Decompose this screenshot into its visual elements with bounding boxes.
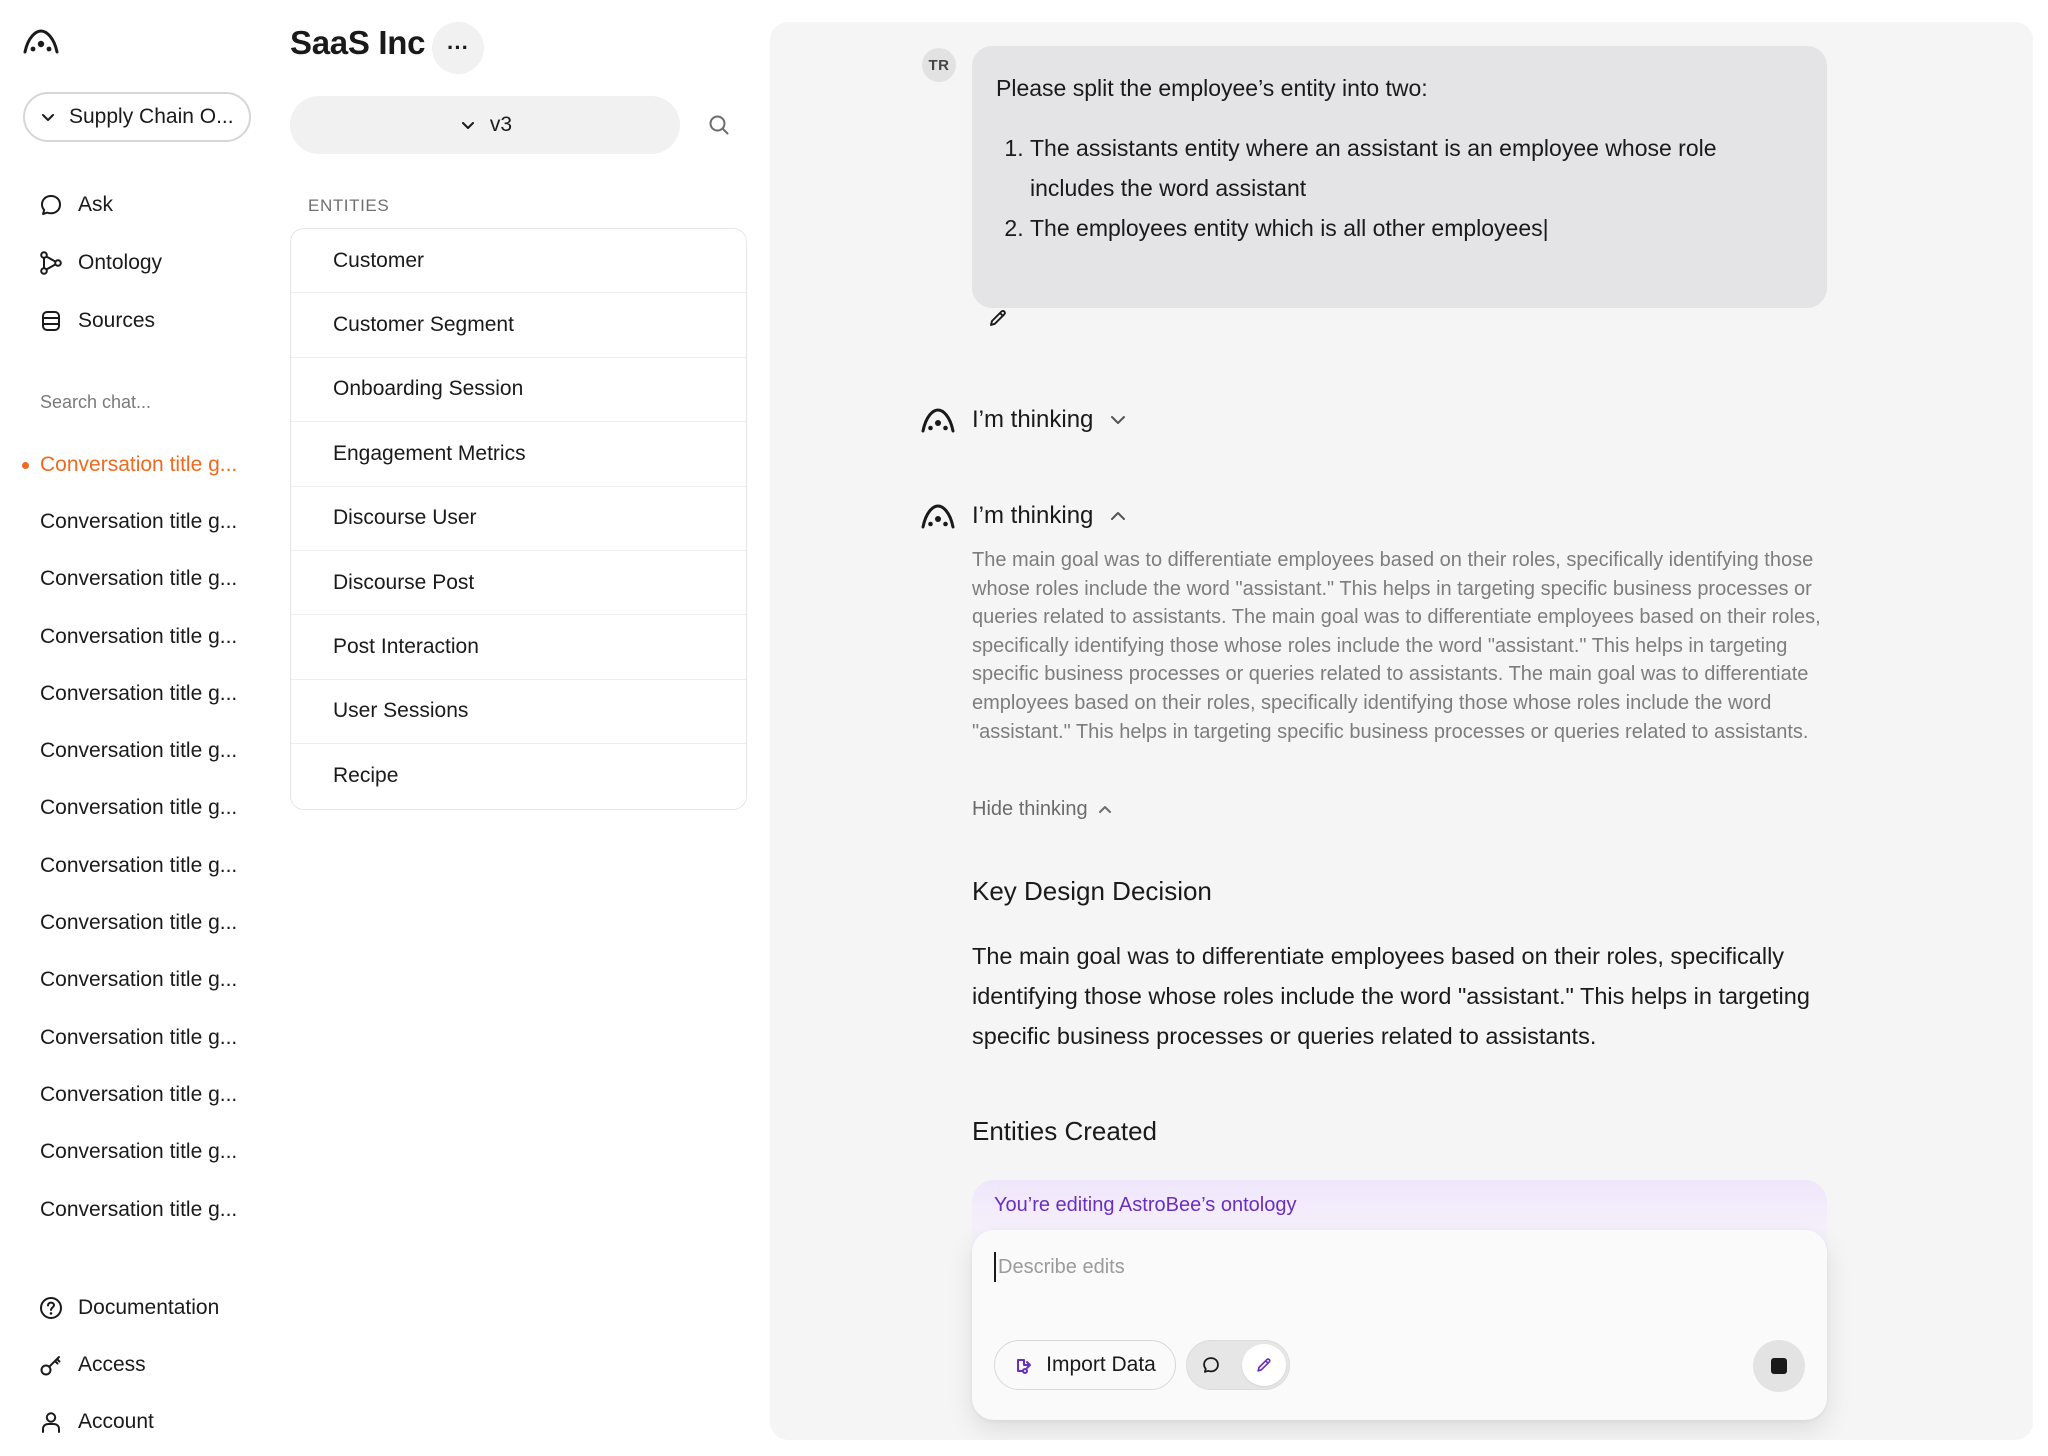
- app-logo-icon[interactable]: [22, 27, 60, 55]
- edit-message-icon[interactable]: [986, 306, 1010, 330]
- chat-bubble-icon: [1201, 1355, 1221, 1375]
- user-message-item: 1. The assistants entity where an assistant is an employee whose role includes the word assistant: [1030, 128, 1803, 208]
- import-data-icon: [1014, 1354, 1036, 1376]
- chevron-down-icon: [1107, 409, 1129, 431]
- chat-panel: [770, 22, 2033, 1440]
- conversation-item[interactable]: Conversation title g...: [40, 567, 238, 591]
- version-selector[interactable]: [290, 96, 680, 154]
- assistant-logo-icon: [920, 406, 956, 434]
- conversation-item[interactable]: Conversation title g...: [40, 796, 238, 820]
- answer-paragraph: The main goal was to differentiate employees based on their roles, specifically identifying those whose roles include the word "assistant." This helps in targeting specific business processes or queries related to assistants.: [972, 943, 1810, 1049]
- stop-generation-button[interactable]: [1753, 1340, 1805, 1392]
- entity-item[interactable]: Recipe: [333, 764, 399, 788]
- project-panel: [290, 0, 760, 1456]
- conversation-item[interactable]: Conversation title g...: [40, 853, 238, 877]
- user-icon: [38, 1409, 64, 1435]
- conversation-item[interactable]: Conversation title g...: [40, 1025, 238, 1049]
- conversation-item[interactable]: Conversation title g...: [40, 1140, 238, 1164]
- help-circle-icon: [38, 1295, 64, 1321]
- nav-ask-label: Ask: [78, 193, 114, 216]
- entity-item[interactable]: Customer Segment: [291, 293, 746, 357]
- nav-ontology-label: Ontology: [78, 251, 163, 274]
- entity-list: [290, 228, 747, 810]
- hide-thinking-label: Hide thinking: [972, 798, 1088, 820]
- hide-thinking-button[interactable]: [972, 798, 1114, 821]
- more-options-button[interactable]: ···: [432, 22, 484, 74]
- entity-item[interactable]: Discourse Post: [291, 551, 746, 615]
- stop-icon: [1771, 1358, 1787, 1374]
- conversation-item[interactable]: Conversation title g...: [40, 739, 238, 763]
- entity-item[interactable]: Customer: [291, 229, 746, 293]
- conversation-item[interactable]: Conversation title g...: [40, 911, 238, 935]
- conversation-item[interactable]: Conversation title g...: [40, 1197, 238, 1221]
- section-heading: Entities Created: [972, 1116, 1157, 1146]
- database-icon: [38, 308, 64, 334]
- describe-edits-input[interactable]: [994, 1252, 1794, 1282]
- composer: [972, 1230, 1827, 1420]
- thinking-label: I’m thinking: [972, 406, 1094, 433]
- nav-sources[interactable]: [38, 303, 155, 339]
- conversation-item[interactable]: Conversation title g...: [40, 681, 238, 705]
- entity-item[interactable]: Engagement Metrics: [291, 422, 746, 486]
- version-label: v3: [489, 113, 513, 136]
- graph-icon: [38, 250, 64, 276]
- nav-ontology[interactable]: [38, 245, 162, 281]
- thinking-text: The main goal was to differentiate employees based on their roles, specifically identifying those whose roles include the word "assistant." This helps in targeting specific business processes or queries related to assistants. The main goal was to differentiate employees based on their roles, specifically identifying those whose roles include the word "assistant." This helps in targeting specific business processes or queries related to assistants. The main goal was to differentiate employees based on their roles, specifically identifying those whose roles include the word "assistant." This helps in targeting specific business processes or queries related to assistants.: [972, 549, 1821, 743]
- editing-banner-text: You’re editing AstroBee’s ontology: [994, 1194, 1297, 1216]
- conversation-item[interactable]: Conversation title g...: [40, 968, 238, 992]
- entity-item[interactable]: User Sessions: [291, 680, 746, 744]
- search-chat-input[interactable]: Search chat...: [40, 392, 152, 412]
- workspace-label: Supply Chain O...: [69, 105, 234, 128]
- section-heading: Key Design Decision: [972, 876, 1212, 906]
- thinking-collapsed-toggle[interactable]: [920, 402, 1129, 438]
- chat-bubble-icon: [38, 192, 64, 218]
- entity-item[interactable]: Onboarding Session: [291, 358, 746, 422]
- user-message-list: [996, 128, 1803, 248]
- ask-mode-button[interactable]: [1190, 1344, 1232, 1386]
- conversation-list: [0, 436, 270, 1238]
- conversation-item[interactable]: Conversation title g...: [40, 509, 238, 533]
- thinking-label: I’m thinking: [972, 502, 1094, 529]
- key-icon: [38, 1352, 64, 1378]
- sidebar: [0, 0, 280, 1456]
- edit-mode-button[interactable]: [1242, 1344, 1286, 1386]
- nav-account-label: Account: [78, 1410, 154, 1433]
- mode-toggle: [1186, 1340, 1290, 1390]
- import-data-button[interactable]: [994, 1340, 1176, 1390]
- user-avatar: TR: [922, 48, 956, 82]
- user-message-item: 2. The employees entity which is all other employees|: [1030, 208, 1803, 248]
- thinking-expanded-toggle[interactable]: [920, 498, 1129, 534]
- entities-heading: ENTITIES: [308, 196, 390, 215]
- search-icon[interactable]: [706, 112, 732, 138]
- conversation-item[interactable]: Conversation title g...: [0, 436, 270, 493]
- import-data-label: Import Data: [1046, 1353, 1156, 1376]
- nav-access-label: Access: [78, 1353, 146, 1376]
- conversation-item[interactable]: Conversation title g...: [40, 1082, 238, 1106]
- user-message-bubble: [972, 46, 1827, 308]
- user-message-intro: Please split the employee’s entity into two:: [996, 75, 1428, 101]
- chevron-down-icon: [39, 108, 57, 126]
- workspace-selector[interactable]: [23, 92, 251, 142]
- nav-documentation[interactable]: [38, 1290, 219, 1326]
- entity-item[interactable]: Discourse User: [291, 487, 746, 551]
- nav-ask[interactable]: [38, 187, 113, 223]
- chevron-up-icon: [1107, 505, 1129, 527]
- chevron-down-icon: [458, 115, 478, 135]
- chevron-up-icon: [1096, 801, 1114, 819]
- nav-sources-label: Sources: [78, 309, 156, 332]
- nav-access[interactable]: [38, 1347, 146, 1383]
- nav-account[interactable]: [38, 1404, 154, 1440]
- pencil-icon: [1254, 1355, 1274, 1375]
- conversation-item[interactable]: Conversation title g...: [40, 624, 238, 648]
- nav-documentation-label: Documentation: [78, 1296, 220, 1319]
- assistant-logo-icon: [920, 502, 956, 530]
- project-title: SaaS Inc: [290, 24, 426, 61]
- entity-item[interactable]: Post Interaction: [291, 615, 746, 679]
